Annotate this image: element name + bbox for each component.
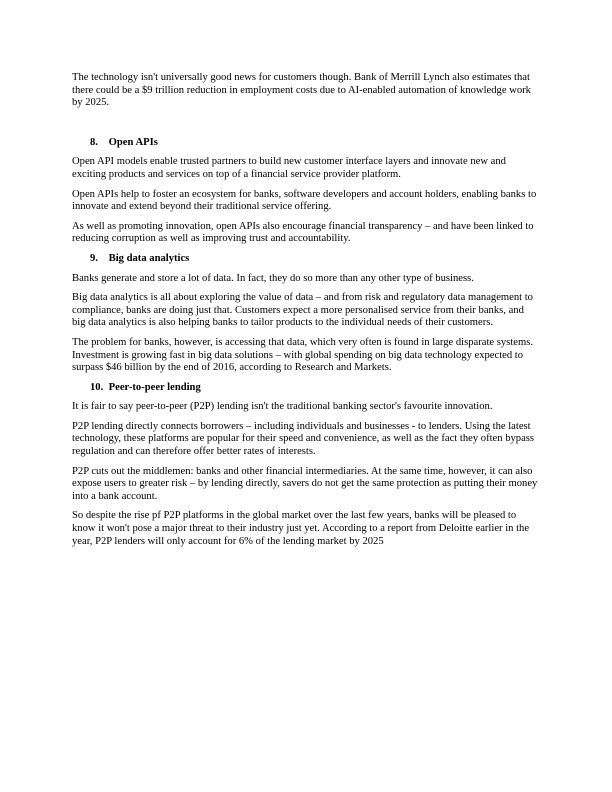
section-title: Peer-to-peer lending: [108, 381, 201, 393]
body-paragraph: Open APIs help to foster an ecosystem for banks, software developers and account holders, enabling banks to innovate and extend beyond their traditional service offering.: [72, 188, 537, 213]
body-paragraph: Banks generate and store a lot of data. In fact, they do so more than any other type of business.: [72, 272, 474, 284]
intro-paragraph: The technology isn't universally good news for customers though. Bank of Merrill Lynch also estimates that there could be a $9 trillion reduction in employment costs due to AI-enabled automation of knowledge work by 2025.: [72, 72, 531, 109]
body-paragraph: So despite the rise pf P2P platforms in the global market over the last few years, banks will be pleased to know it won't pose a major threat to their industry just yet. According to a report from Deloitte earlier in the year, P2P lenders will only account for 6% of the lending market by 2025: [72, 510, 530, 547]
body-paragraph: Open API models enable trusted partners to build new customer interface layers and innovate new and exciting products and services on top of a financial service provider platform.: [72, 156, 506, 180]
body-paragraph: P2P cuts out the middlemen: banks and other financial intermediaries. At the same time, however, it can also expose users to greater risk – by lending directly, savers do not get the same protection as putting their money into a bank account.: [72, 465, 538, 502]
section-number: 8.: [90, 136, 98, 148]
body-paragraph: Big data analytics is all about exploring the value of data – and from risk and regulatory data management to compliance, banks are doing just that. Customers expect a more personalised service from their banks, and big data analytics is also helping banks to tailor products to the individual needs of their customers.: [72, 292, 533, 329]
section-heading-big-data-analytics: [72, 253, 540, 266]
section-heading-open-apis: [72, 137, 540, 150]
section-title: Big data analytics: [108, 252, 190, 264]
section-spacer: [72, 117, 540, 137]
body-paragraph: The problem for banks, however, is accessing that data, which very often is found in large disparate systems. Investment is growing fast in big data solutions – with global spending on big data technology expected to surpass $46 billion by the end of 2016, according to Research and Markets.: [72, 336, 533, 374]
section-heading-peer-to-peer-lending: [72, 382, 540, 395]
body-paragraph: As well as promoting innovation, open APIs also encourage financial transparency – and have been linked to reducing corruption as well as improving trust and accountability.: [72, 220, 534, 245]
body-paragraph: It is fair to say peer-to-peer (P2P) lending isn't the traditional banking sector's favourite innovation.: [72, 401, 493, 413]
section-title: Open APIs: [108, 136, 158, 148]
section-number: 10.: [90, 381, 104, 393]
body-paragraph: P2P lending directly connects borrowers – including individuals and businesses - to lenders. Using the latest technology, these platforms are popular for their speed and convenience, as well as the fact they often bypass regulation and can therefore offer better rates of interests.: [72, 420, 535, 458]
section-number: 9.: [90, 252, 98, 264]
document-page: [72, 72, 540, 555]
